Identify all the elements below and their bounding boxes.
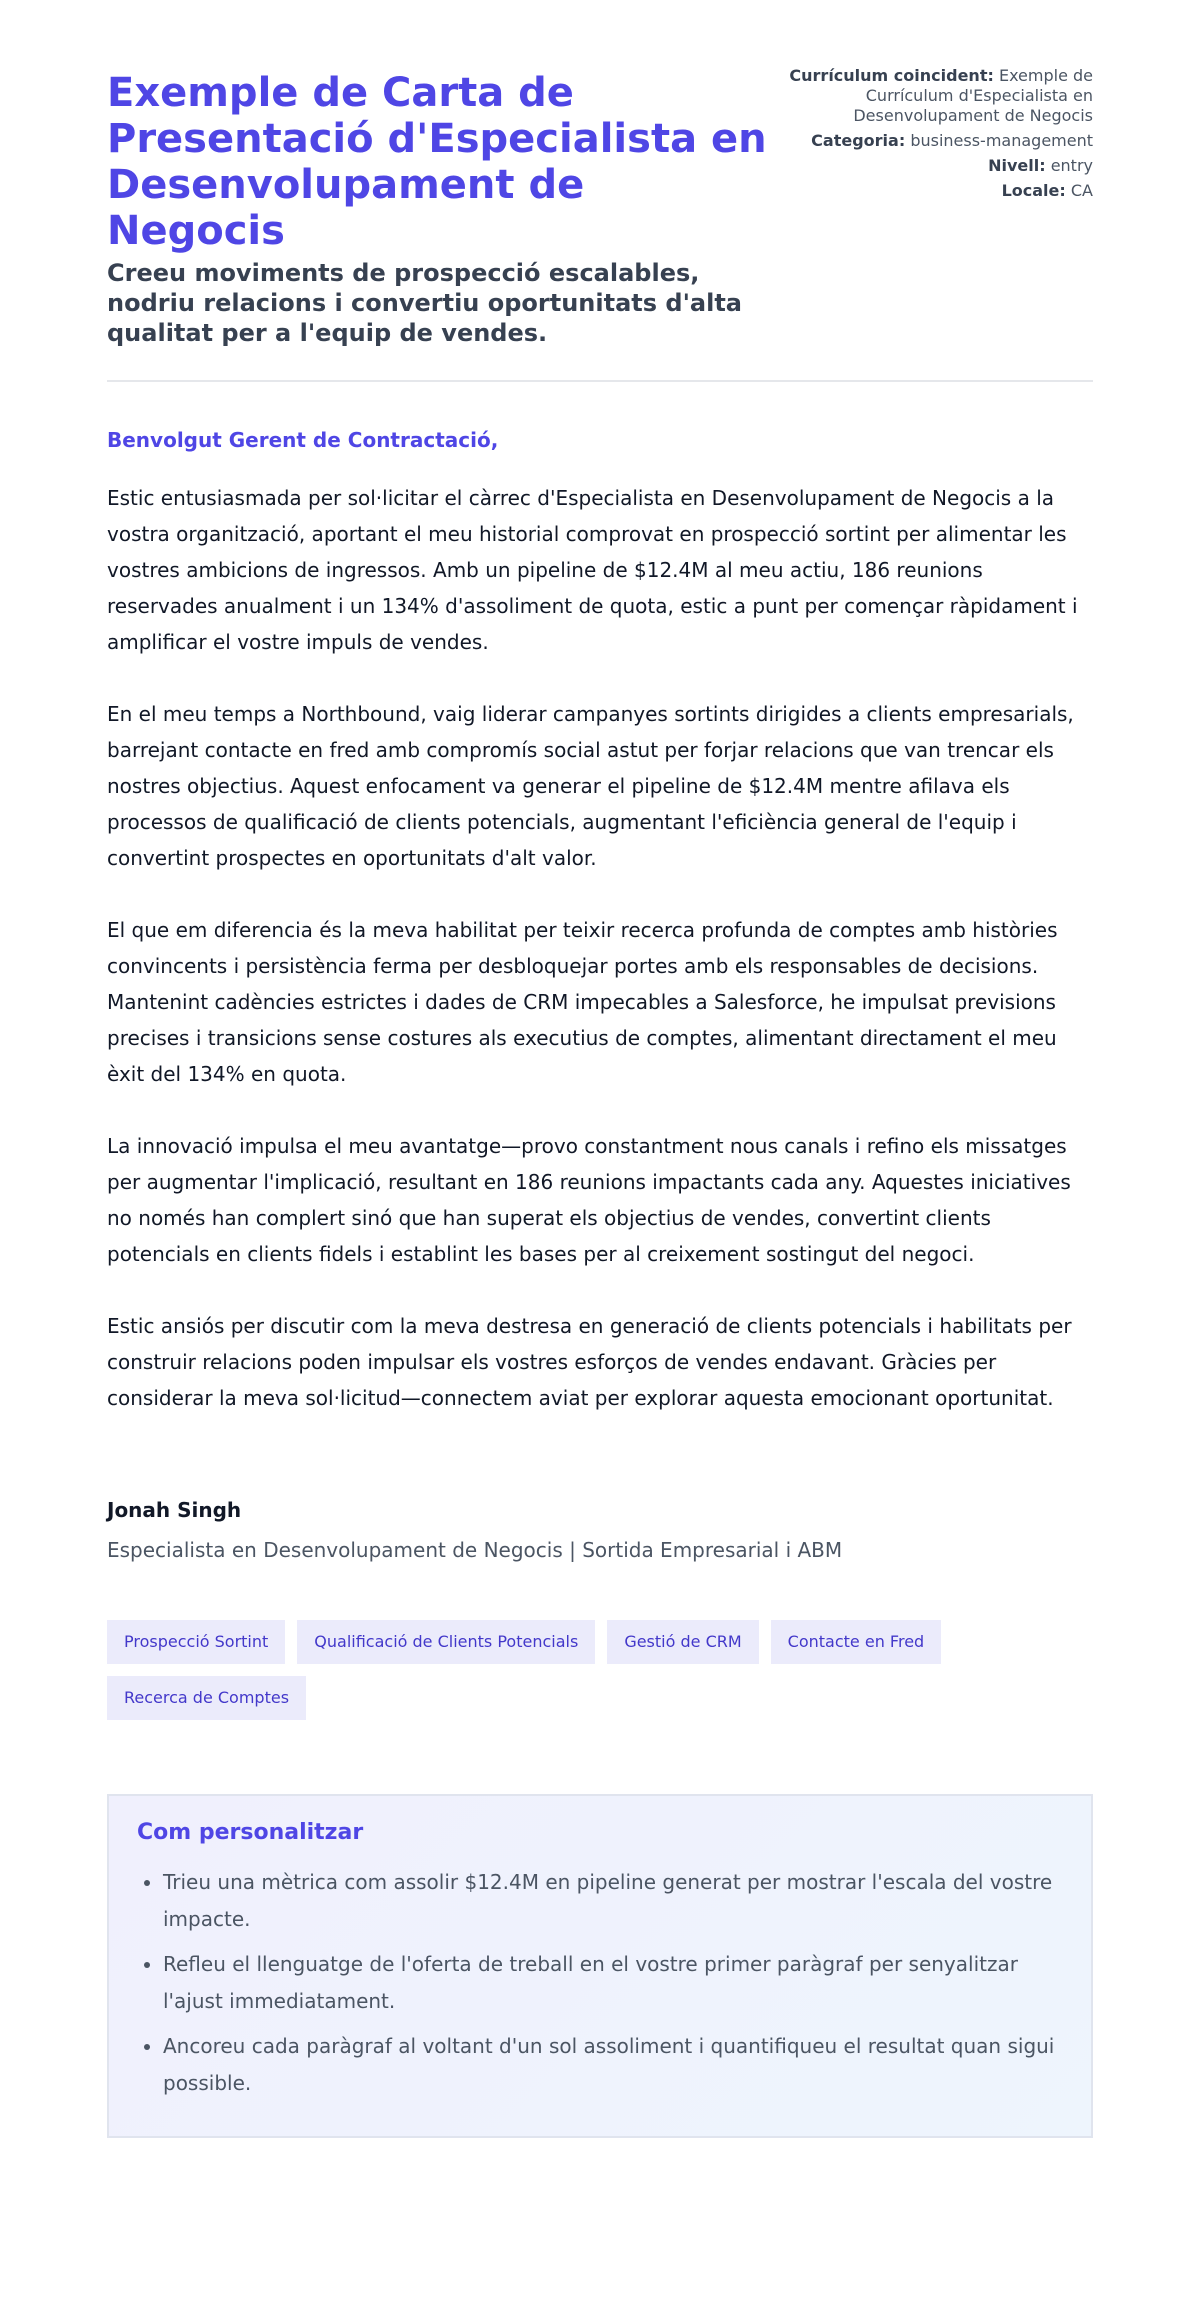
tip-item: • Trieu una mètrica com assolir $12.4M en pipeline generat per mostrar l'escala del vostre impacte.	[163, 1864, 1063, 1938]
signature-title: Especialista en Desenvolupament de Negocis | Sortida Empresarial i ABM	[107, 1538, 843, 1562]
letter-paragraph: La innovació impulsa el meu avantatge—provo constantment nous canals i refino els missatges per augmentar l'implicació, resultant en 186 reunions impactants cada any. Aquestes iniciatives no només han complert sinó que han superat els objectius de vendes, convertint clients potencials en clients fidels i establint les bases per al creixement sostingut del negoci.	[107, 1134, 1071, 1266]
meta-resume-value: Exemple de Currículum d'Especialista en Desenvolupament de Negocis	[853, 66, 1093, 125]
letter-greeting: Benvolgut Gerent de Contractació,	[107, 428, 499, 452]
page-header	[107, 62, 1093, 348]
header-divider	[107, 380, 1093, 382]
meta-category	[773, 131, 1093, 151]
skill-tag: Contacte en Fred	[771, 1620, 942, 1664]
skill-tags	[107, 1620, 1007, 1720]
meta-locale-value: CA	[1070, 181, 1093, 200]
meta-level-value: entry	[1050, 156, 1093, 175]
page-title: Exemple de Carta de Presentació d'Especialista en Desenvolupament de Negocis	[107, 70, 767, 254]
meta-category-value: business-management	[910, 131, 1093, 150]
meta-level-label: Nivell:	[988, 156, 1046, 175]
letter-paragraph: Estic entusiasmada per sol·licitar el càrrec d'Especialista en Desenvolupament de Negocis a la vostra organització, aportant el meu historial comprovat en prospecció sortint per alimentar les vostres ambicions de ingressos. Amb un pipeline de $12.4M al meu actiu, 186 reunions reservades anualment i un 134% d'assoliment de quota, estic a punt per començar ràpidament i amplificar el vostre impuls de vendes.	[107, 486, 1078, 654]
meta-resume-label: Currículum coincident:	[789, 66, 994, 85]
meta-resume	[773, 66, 1093, 126]
tips-list	[137, 1864, 1063, 2102]
letter-paragraph: Estic ansiós per discutir com la meva destresa en generació de clients potencials i habilitats per construir relacions poden impulsar els vostres esforços de vendes endavant. Gràcies per considerar la meva sol·licitud—connectem aviat per explorar aquesta emocionant oportunitat.	[107, 1314, 1072, 1410]
signature-block	[107, 1496, 1093, 1564]
tip-item: • Refleu el llenguatge de l'oferta de treball en el vostre primer paràgraf per senyalitzar l'ajust immediatament.	[163, 1946, 1063, 2020]
skill-tag: Qualificació de Clients Potencials	[297, 1620, 595, 1664]
meta-locale	[773, 181, 1093, 201]
skill-tag: Prospecció Sortint	[107, 1620, 285, 1664]
customization-tips-box	[107, 1794, 1093, 2138]
letter-paragraph: El que em diferencia és la meva habilitat per teixir recerca profunda de comptes amb històries convincents i persistència ferma per desbloquejar portes amb els responsables de decisions. Mantenint cadències estrictes i dades de CRM impecables a Salesforce, he impulsat previsions precises i transicions sense costures als executius de comptes, alimentant directament el meu èxit del 134% en quota.	[107, 918, 1058, 1086]
page-subtitle: Creeu moviments de prospecció escalables, nodriu relacions i convertiu oportunitats d'alta qualitat per a l'equip de vendes.	[107, 259, 743, 347]
skill-tag: Gestió de CRM	[607, 1620, 758, 1664]
meta-panel	[773, 62, 1093, 206]
tips-title: Com personalitzar	[137, 1820, 364, 1845]
signature-name: Jonah Singh	[107, 1498, 242, 1522]
header-titles	[107, 62, 767, 348]
meta-category-label: Categoria:	[811, 131, 906, 150]
skill-tag: Recerca de Comptes	[107, 1676, 306, 1720]
letter-body	[107, 426, 1093, 1416]
letter-paragraph: En el meu temps a Northbound, vaig liderar campanyes sortints dirigides a clients empresarials, barrejant contacte en fred amb compromís social astut per forjar relacions que van trencar els nostres objectius. Aquest enfocament va generar el pipeline de $12.4M mentre afilava els processos de qualificació de clients potencials, augmentant l'eficiència general de l'equip i convertint prospectes en oportunitats d'alt valor.	[107, 702, 1074, 870]
meta-level	[773, 156, 1093, 176]
tip-item: • Ancoreu cada paràgraf al voltant d'un sol assoliment i quantifiqueu el resultat quan sigui possible.	[163, 2028, 1063, 2102]
meta-locale-label: Locale:	[1001, 181, 1066, 200]
